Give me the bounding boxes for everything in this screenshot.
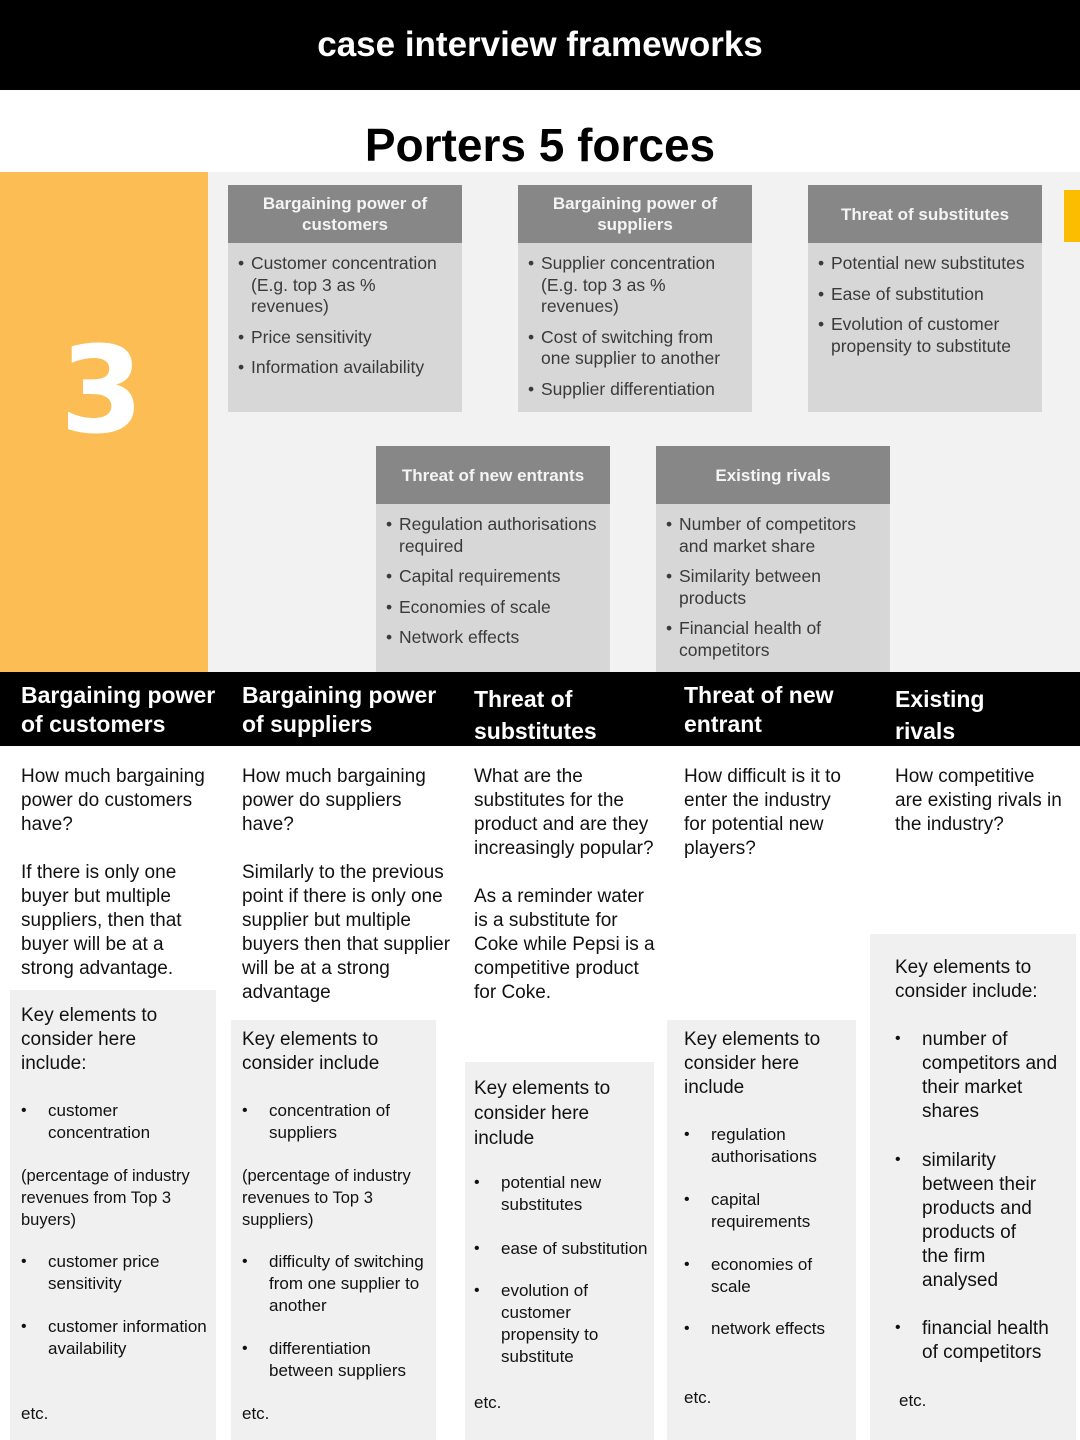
key-item: number of competitors and their market shares xyxy=(922,1029,1058,1122)
key-title: Key elements to consider include xyxy=(242,1029,380,1074)
column-question: How much bargaining power do suppliers have? xyxy=(242,766,426,835)
force-item: • Ease of substitution xyxy=(818,284,1032,306)
key-item: financial health of competitors xyxy=(922,1318,1049,1363)
force-item: • Evolution of customer propensity to substitute xyxy=(818,314,1032,357)
column-question: How difficult is it to enter the industry for potential new players? xyxy=(684,766,841,859)
force-item: • Network effects xyxy=(386,627,600,649)
force-item: • Supplier concentration (E.g. top 3 as % revenues) xyxy=(528,253,742,318)
force-title: Threat of new entrants xyxy=(376,446,610,504)
bullet: • xyxy=(474,1174,480,1191)
bullet: • xyxy=(895,1151,901,1168)
slide-title: Porters 5 forces xyxy=(364,119,716,171)
force-title: Existing rivals xyxy=(656,446,890,504)
etc-label: etc. xyxy=(899,1391,927,1410)
key-item: network effects xyxy=(711,1319,826,1338)
key-item: customer information availability xyxy=(48,1317,207,1358)
bullet: • xyxy=(474,1282,480,1299)
etc-label: etc. xyxy=(242,1404,270,1423)
etc-label: etc. xyxy=(21,1404,49,1423)
force-title: Threat of substitutes xyxy=(808,185,1042,243)
key-note: (percentage of industry revenues to Top 3 suppliers) xyxy=(242,1167,411,1229)
key-item: differentiation between suppliers xyxy=(269,1339,407,1380)
etc-label: etc. xyxy=(684,1388,712,1407)
force-box-customers xyxy=(228,185,462,412)
force-item: • Customer concentration (E.g. top 3 as % revenues) xyxy=(238,253,452,318)
key-item: ease of substitution xyxy=(501,1239,648,1258)
key-title: Key elements to consider here include xyxy=(474,1078,611,1149)
force-box-rivals xyxy=(656,446,890,672)
force-item: • Supplier differentiation xyxy=(528,379,742,401)
column-heading: Threat of new entrant xyxy=(684,682,834,737)
bullet: • xyxy=(242,1340,248,1357)
forces-diagram xyxy=(0,172,1080,672)
bullet: • xyxy=(21,1318,27,1335)
column-question: How competitive are existing rivals in the industry? xyxy=(895,766,1062,835)
force-box-substitutes xyxy=(808,185,1042,412)
force-item: • Potential new substitutes xyxy=(818,253,1032,275)
header-title: case interview frameworks xyxy=(317,25,763,64)
column-description xyxy=(895,765,1065,861)
column-detail: If there is only one buyer but multiple suppliers, then that buyer will be at a strong advantage. xyxy=(21,862,182,979)
key-title: Key elements to consider here include xyxy=(684,1029,821,1098)
bullet: • xyxy=(684,1256,690,1273)
key-item: customer concentration xyxy=(48,1101,151,1142)
bullet: • xyxy=(474,1240,480,1257)
column-heading: Bargaining power of customers xyxy=(21,682,216,737)
column-description xyxy=(242,765,454,1029)
force-box-new-entrants xyxy=(376,446,610,672)
key-item: customer price sensitivity xyxy=(48,1252,160,1293)
force-item: • Financial health of competitors xyxy=(666,618,880,661)
bullet: • xyxy=(21,1253,27,1270)
column-detail: As a reminder water is a substitute for Coke while Pepsi is a competitive product for Coke. xyxy=(474,886,655,1003)
key-note: (percentage of industry revenues from Top 3 buyers) xyxy=(21,1167,190,1229)
bullet: • xyxy=(895,1319,901,1336)
bullet: • xyxy=(684,1191,690,1208)
column-heading: Bargaining power of suppliers xyxy=(242,682,437,737)
key-item: concentration of suppliers xyxy=(269,1101,390,1142)
header-bar xyxy=(0,0,1080,90)
force-item: • Number of competitors and market share xyxy=(666,514,880,557)
edge-accent xyxy=(1064,190,1080,242)
force-item: • Cost of switching from one supplier to another xyxy=(528,327,742,370)
column-heading: Existing rivals xyxy=(895,686,985,744)
key-item: potential new substitutes xyxy=(501,1173,602,1214)
key-item: similarity between their products and products of the firm analysed xyxy=(922,1150,1037,1291)
force-title: Bargaining power of customers xyxy=(228,185,462,243)
force-item: • Economies of scale xyxy=(386,597,600,619)
force-title: Bargaining power of suppliers xyxy=(518,185,752,243)
column-heading: Threat of substitutes xyxy=(474,686,597,744)
key-item: economies of scale xyxy=(711,1255,813,1296)
bullet: • xyxy=(895,1030,901,1047)
bullet: • xyxy=(684,1320,690,1337)
force-box-suppliers xyxy=(518,185,752,412)
force-item: • Regulation authorisations required xyxy=(386,514,600,557)
force-item: • Information availability xyxy=(238,357,452,379)
force-item: • Similarity between products xyxy=(666,566,880,609)
force-item: • Capital requirements xyxy=(386,566,600,588)
column-question: How much bargaining power do customers have? xyxy=(21,766,205,835)
column-description xyxy=(474,765,662,1029)
key-item: difficulty of switching from one supplier to another xyxy=(269,1252,424,1315)
column-description xyxy=(21,765,221,1005)
column-detail: Similarly to the previous point if there is only one supplier but multiple buyers then that supplier will be at a strong advantage xyxy=(242,862,451,1003)
bullet: • xyxy=(242,1102,248,1119)
bullet: • xyxy=(21,1102,27,1119)
key-item: regulation authorisations xyxy=(711,1125,817,1166)
etc-label: etc. xyxy=(474,1393,502,1412)
key-title: Key elements to consider include: xyxy=(895,957,1038,1002)
bullet: • xyxy=(684,1126,690,1143)
section-number: 3 xyxy=(60,322,144,461)
force-item: • Price sensitivity xyxy=(238,327,452,349)
key-item: evolution of customer propensity to substitute xyxy=(501,1281,599,1366)
column-question: What are the substitutes for the product and are they increasingly popular? xyxy=(474,766,654,859)
key-item: capital requirements xyxy=(711,1190,811,1231)
key-title: Key elements to consider here include: xyxy=(21,1005,158,1074)
column-description xyxy=(684,765,844,885)
section-marker xyxy=(0,172,208,672)
bullet: • xyxy=(242,1253,248,1270)
